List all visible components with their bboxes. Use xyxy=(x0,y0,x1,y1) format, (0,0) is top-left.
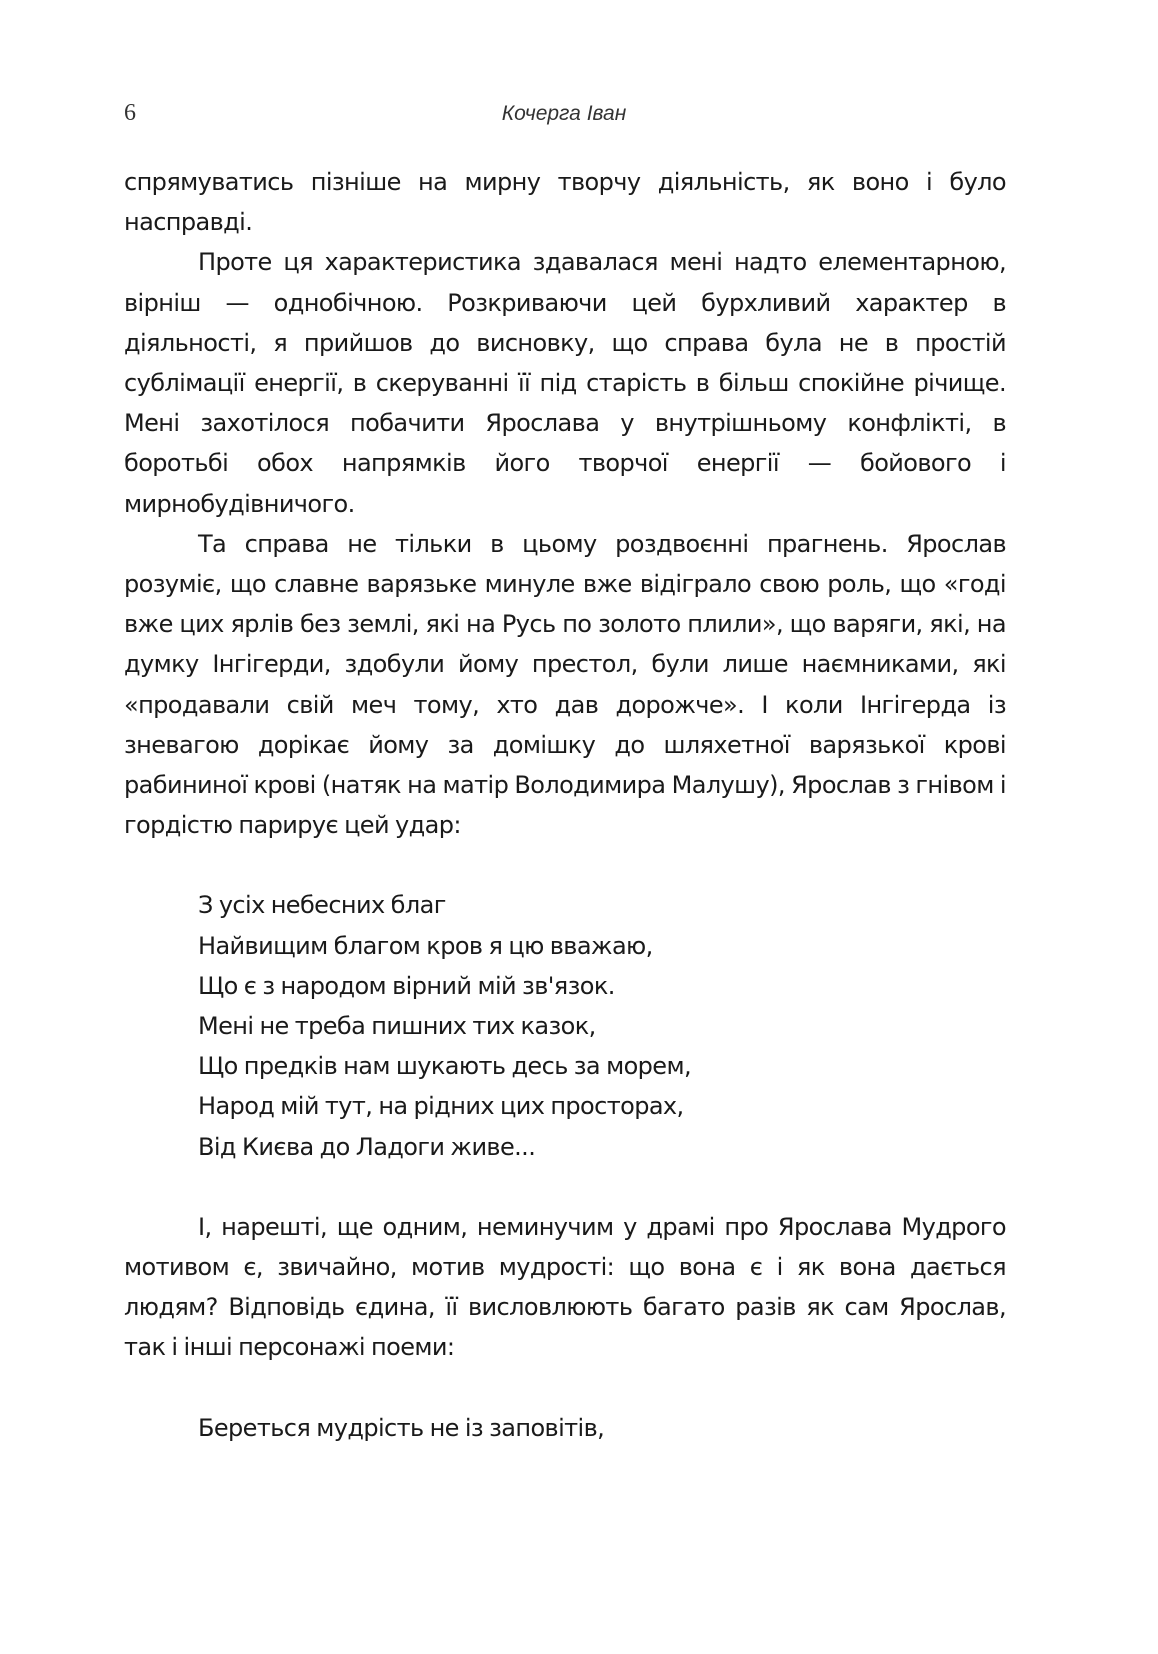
body-text xyxy=(124,162,1006,1448)
paragraph: Проте ця характеристика здавалася мені надто елементарною, вірніш — однобічною. Розкриваючи цей бурхливий характер в діяльності, я прийшов до висновку, що справа була не в простій сублімації енергії, в скеруванні її під старість в більш спокійне річище. Мені захотілося побачити Ярослава у внутрішньому конфлікті, в боротьбі обох напрямків його творчої енергії — бойового і мирнобудівничого. xyxy=(124,248,1006,518)
verse-line: Береться мудрість не із заповітів, xyxy=(198,1413,605,1442)
running-head: Кочерга Іван xyxy=(501,102,627,125)
verse-quote xyxy=(198,885,1006,1166)
verse-quote xyxy=(198,1408,1006,1448)
verse-line: Що предків нам шукають десь за морем, xyxy=(198,1052,691,1081)
verse-line: Мені не треба пишних тих казок, xyxy=(198,1012,596,1041)
paragraph: спрямуватись пізніше на мирну творчу діяльність, як воно і було насправді. xyxy=(124,168,1006,237)
verse-line: Найвищим благом кров я цю вважаю, xyxy=(198,931,653,960)
verse-line: Від Києва до Ладоги живе... xyxy=(198,1132,536,1161)
paragraph: І, нарешті, ще одним, неминучим у драмі про Ярослава Мудрого мотивом є, звичайно, мотив мудрості: що вона є і як вона дається людям? Відповідь єдина, її висловлюють багато разів як сам Ярослав, так і інші персонажі поеми: xyxy=(124,1212,1006,1362)
verse-line: Що є з народом вірний мій зв'язок. xyxy=(198,971,615,1000)
verse-line: Народ мій тут, на рідних цих просторах, xyxy=(198,1092,684,1121)
page-number: 6 xyxy=(124,100,136,126)
paragraph: Та справа не тільки в цьому роздвоєнні прагнень. Ярослав розуміє, що славне варязьке минуле вже відіграло свою роль, що «годі вже цих ярлів без землі, які на Русь по золото плили», що варяги, які, на думку Інгігерди, здобули йому престол, були лише наємниками, які «продавали свій меч тому, хто дав дорожче». І коли Інгігерда із зневагою дорікає йому за домішку до шляхетної варязької крові рабининої крові (натяк на матір Володимира Малушу), Ярослав з гнівом і гордістю парирує цей удар: xyxy=(124,529,1006,840)
page-header xyxy=(124,100,1004,136)
verse-line: З усіх небесних благ xyxy=(198,891,446,920)
